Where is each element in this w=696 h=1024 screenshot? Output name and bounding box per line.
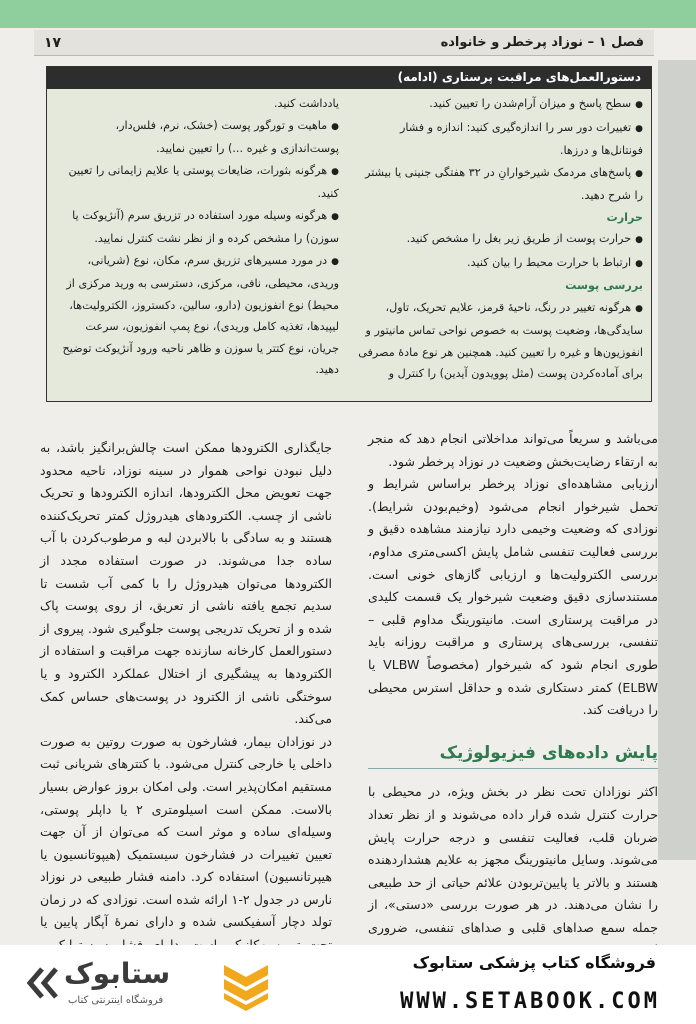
paragraph: ارزیابی مشاهده‌ای نوزاد پرخطر براساس شرایط و تحمل شیرخوار انجام می‌شود (وخیم‌بودن شرایط). نوزادی که وضعیت وخیمی دارد نیازمند مشاهده دقیق و بررسی فعالیت تنفسی شامل پایش اکسی‌متری مداوم، بررسی الکترولیت‌ها و ارزیابی گازهای خونی است. مستندسازی دقیق وضعیت شیرخوار یک قسمت کلیدی در مراقبت پرستاری است. مانیتورینگ مداوم قلبی – تنفسی، بررسی‌های پرستاری و مراقبت روزانه باید طوری انجام شود که شیرخوار (مخصوصاً VLBW یا ELBW) کمتر دستکاری شده و حداقل استرس محیطی را دریافت کند. <box>368 476 658 718</box>
list-item: ● در مورد مسیرهای تزریق سرم، مکان، نوع (شریانی، وریدی، محیطی، نافی، مرکزی، دسترسی به ورید مرکزی از محیط) نوع انفوزیون (دارو، سالین، دکستروز، الکترولیت‌ها، لیپیدها، تغذیه کامل وریدی)، نوع پمپ انفوزیون، سرعت جریان، نوع کتتر یا سوزن و ظاهر ناحیه ورود آنژیوکت توضیح دهید. <box>57 250 339 381</box>
list-item: ● هرگونه بثورات، ضایعات پوستی یا علایم زایمانی را تعیین کنید. <box>57 160 339 205</box>
double-chevron-icon <box>24 963 60 1003</box>
store-url[interactable]: WWW.SETABOOK.COM <box>400 989 660 1014</box>
body-right-column <box>368 428 658 962</box>
section-heading: پایش داده‌های فیزیولوژیک <box>368 742 658 770</box>
page-number: ۱۷ <box>44 34 62 51</box>
list-item: ● هرگونه وسیله مورد استفاده در تزریق سرم (آنژیوکت یا سوزن) را مشخص کرده و از نظر نشت کنترل نمایید. <box>57 205 339 250</box>
paragraph: می‌باشد و سریعاً می‌تواند مداخلاتی انجام دهد که منجر به ارتقاء رضایت‌بخش وضعیت در نوزاد پرخطر شود. <box>368 431 658 469</box>
list-item: ● سطح پاسخ و میزان آرام‌شدن را تعیین کنید. <box>355 93 643 117</box>
continuation-line: یادداشت کنید. <box>273 97 339 110</box>
subheading-temperature: حرارت <box>606 210 643 224</box>
list-item: ● تغییرات دور سر را اندازه‌گیری کنید: اندازه و فشار فونتانل‌ها و درزها. <box>355 117 643 162</box>
page-spine-shadow <box>658 60 696 860</box>
logo-text: ستابوک <box>64 957 171 990</box>
list-item: ● ماهیت و تورگور پوست (خشک، نرم، فلس‌دار، پوست‌اندازی و غیره ...) را تعیین نمایید. <box>57 115 339 160</box>
nursing-guidelines-box <box>46 66 652 402</box>
paragraph: در نوزادان بیمار، فشارخون به صورت روتین به صورت داخلی یا خارجی کنترل می‌شود. با کتترهای شریانی ثبت مستقیم امکان‌پذیر است. ولی امکان بروز عوارض بسیار بالاست. ممکن است اسیلومتری ۲ یا داپلر پوستی، وسیله‌ای ساده و موثر است که می‌توان از آن جهت تعیین تغییرات در فشارخون سیستمیک (هیپوتانسیون یا هیپرتانسیون) استفاده کرد. دامنه فشار طبیعی در نوزاد نارس در جدول ۲-۱ ارائه شده است. نوزادی که در زمان تولد دچار آسفیکسی شده و دارای نمرهٔ آپگار پایین یا <box>40 733 333 930</box>
box-right-column <box>355 93 643 385</box>
store-banner <box>0 945 696 1024</box>
box-left-column <box>57 93 339 381</box>
subheading-skin-assessment: بررسی پوست <box>565 279 643 292</box>
list-item: ● هرگونه تغییر در رنگ، ناحیهٔ قرمز، علایم تحریک، تاول، سایدگی‌ها، وضعیت پوست به خصوص نواحی تماس مانیتور و انفوزیون‌ها و غیره را تعیین کنید. همچنین هر نوع مادهٔ مصرفی برای آماده‌کردن پوست (مثل پوویدون آیدین) را کنترل و <box>355 297 643 385</box>
paragraph: اکثر نوزادان تحت نظر در بخش ویژه، در محیطی با حرارت کنترل شده قرار داده می‌شوند و از نظر تعداد ضربان قلب، فعالیت تنفسی و درجه حرارت پایش می‌شوند. وسایل مانیتورینگ مجهز به علایم هشداردهنده هستند و بالاتر یا پایین‌تربودن علائم حیاتی از حد طبیعی را نشان می‌دهند. در هر صورت بررسی «دستی»، از جمله سمع صداهای قلبی و صداهای تنفسی، ضروری <box>368 784 658 935</box>
top-color-band <box>0 0 696 28</box>
list-item: ● حرارت پوست از طریق زیر بغل را مشخص کنید. <box>355 228 643 252</box>
logo-tagline: فروشگاه اینترنتی کتاب <box>68 995 164 1006</box>
chapter-title: فصل ۱ – نوزاد پرخطر و خانواده <box>440 35 644 50</box>
book-stack-icon <box>220 957 272 1013</box>
list-item: ● ارتباط با حرارت محیط را بیان کنید. <box>355 252 643 276</box>
store-name: فروشگاه کتاب پزشکی ستابوک <box>412 953 656 972</box>
paragraph: جایگذاری الکترودها ممکن است چالش‌برانگیز باشد، به دلیل نبودن نواحی هموار در سینه نوزاد، ناحیه محدود جهت تعویض محل الکترودها، اندازه الکترودها و تحریک ناشی از چسب. الکترودهای هیدروژل کمتر تحریک‌کننده هستند و به سادگی با بالابردن لبه و مرطوب‌کردن با آب ساده جدا می‌شوند. در صورت استفاده مجدد از الکترودها می‌توان هیدروژل را با کمی آب شست تا سدیم تجمع یافته ناشی از تعریق، از روی پوست پاک شده و از تحریک تدریجی پوست جلوگیری شود. پیروی از دستورالعمل کارخانه سازنده جهت مراقبت و استفاده از الکترودها به پیشگیری از اختلال عملکرد الکترود و یا سوختگی ناشی از الکترود در پوست‌های حساس کمک می‌کند. <box>40 440 332 727</box>
box-title: دستورالعمل‌های مراقبت پرستاری (ادامه) <box>47 67 651 89</box>
list-item: ● پاسخ‌های مردمک شیرخوارانِ در ۳۲ هفتگی جنینی یا بیشتر را شرح دهید. <box>355 162 643 207</box>
store-logo[interactable] <box>24 953 274 1017</box>
body-left-column <box>40 437 332 979</box>
running-header <box>34 30 654 56</box>
